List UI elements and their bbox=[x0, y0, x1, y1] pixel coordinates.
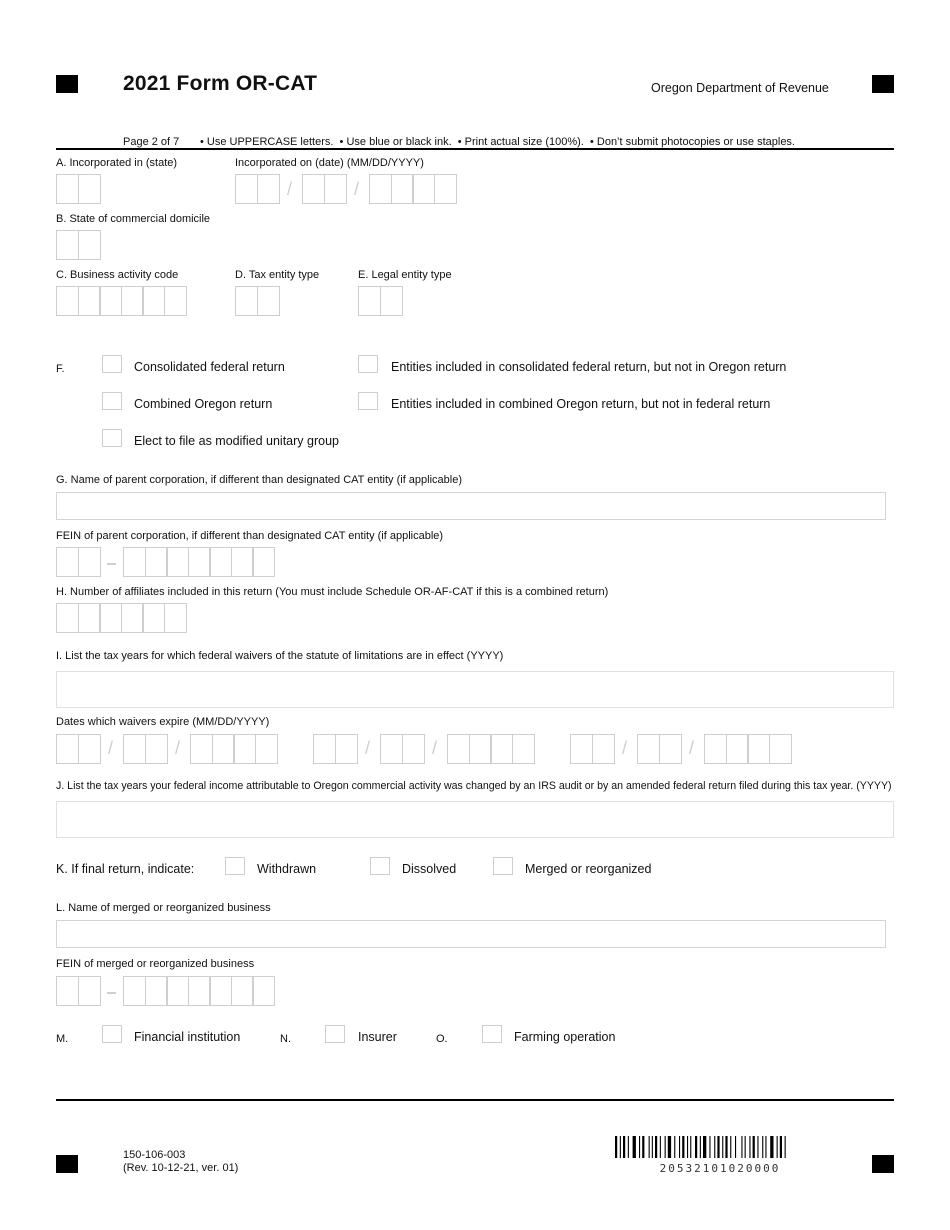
entities-combined-not-federal-label: Entities included in combined Oregon return, but not in federal return bbox=[391, 397, 771, 411]
page-number: Page 2 of 7 bbox=[123, 136, 180, 148]
consolidated-federal-return-checkbox[interactable] bbox=[102, 355, 122, 373]
tax-entity-type-input[interactable] bbox=[235, 286, 278, 316]
waiver-years-label: I. List the tax years for which federal waivers of the statute of limitations are in effect (YYYY) bbox=[56, 650, 504, 662]
waiver-dates-label: Dates which waivers expire (MM/DD/YYYY) bbox=[56, 716, 270, 728]
date-separator: / bbox=[689, 738, 695, 758]
waiver-date-1-day[interactable] bbox=[123, 734, 166, 764]
incorporated-date-label: Incorporated on (date) (MM/DD/YYYY) bbox=[235, 157, 424, 169]
registration-mark-bottom-left bbox=[56, 1155, 78, 1173]
waiver-date-1-month[interactable] bbox=[56, 734, 99, 764]
incorporated-date-year[interactable] bbox=[369, 174, 455, 204]
affiliates-count-input[interactable] bbox=[56, 603, 185, 633]
farming-operation-label: Farming operation bbox=[514, 1030, 616, 1044]
merged-reorganized-label: Merged or reorganized bbox=[525, 862, 652, 876]
financial-institution-checkbox[interactable] bbox=[102, 1025, 122, 1043]
incorporated-state-input[interactable] bbox=[56, 174, 99, 204]
date-separator: / bbox=[365, 738, 371, 758]
combined-oregon-return-label: Combined Oregon return bbox=[134, 397, 273, 411]
financial-institution-label: Financial institution bbox=[134, 1030, 241, 1044]
header-rule bbox=[56, 148, 894, 150]
merged-business-name-label: L. Name of merged or reorganized business bbox=[56, 902, 271, 914]
business-activity-code-label: C. Business activity code bbox=[56, 269, 179, 281]
waiver-date-3-month[interactable] bbox=[570, 734, 613, 764]
modified-unitary-group-label: Elect to file as modified unitary group bbox=[134, 434, 339, 448]
legal-entity-type-input[interactable] bbox=[358, 286, 401, 316]
business-activity-code-input[interactable] bbox=[56, 286, 185, 316]
incorporated-date-day[interactable] bbox=[302, 174, 345, 204]
date-separator: / bbox=[432, 738, 438, 758]
parent-fein-label: FEIN of parent corporation, if different than designated CAT entity (if applicable) bbox=[56, 530, 444, 542]
farming-operation-checkbox[interactable] bbox=[482, 1025, 502, 1043]
affiliates-count-label: H. Number of affiliates included in this return (You must include Schedule OR-AF-CAT if this is a combined return) bbox=[56, 586, 609, 598]
parent-fein-prefix[interactable] bbox=[56, 547, 99, 577]
barcode bbox=[615, 1136, 825, 1158]
waiver-date-2-month[interactable] bbox=[313, 734, 356, 764]
combined-oregon-return-checkbox[interactable] bbox=[102, 392, 122, 410]
legal-entity-type-label: E. Legal entity type bbox=[358, 269, 452, 281]
merged-business-name-input[interactable] bbox=[56, 920, 886, 948]
date-separator: / bbox=[622, 738, 628, 758]
parent-corporation-name-input[interactable] bbox=[56, 492, 886, 520]
commercial-domicile-input[interactable] bbox=[56, 230, 99, 260]
date-separator: / bbox=[354, 179, 360, 199]
tax-entity-type-label: D. Tax entity type bbox=[235, 269, 320, 281]
withdrawn-checkbox[interactable] bbox=[225, 857, 245, 875]
entities-consolidated-not-oregon-checkbox[interactable] bbox=[358, 355, 378, 373]
registration-mark-top-right bbox=[872, 75, 894, 93]
agency-name: Oregon Department of Revenue bbox=[651, 81, 829, 95]
instructions: • Use UPPERCASE letters. • Use blue or black ink. • Print actual size (100%). • Don’t submit photocopies or use staples. bbox=[200, 136, 795, 148]
form-title: 2021 Form OR-CAT bbox=[123, 72, 318, 95]
waiver-date-2-day[interactable] bbox=[380, 734, 423, 764]
waiver-date-3-day[interactable] bbox=[637, 734, 680, 764]
waiver-date-3-year[interactable] bbox=[704, 734, 790, 764]
registration-mark-bottom-right bbox=[872, 1155, 894, 1173]
modified-unitary-group-checkbox[interactable] bbox=[102, 429, 122, 447]
form-number: 150-106-003 bbox=[123, 1149, 186, 1161]
date-separator: / bbox=[287, 179, 293, 199]
consolidated-federal-return-label: Consolidated federal return bbox=[134, 360, 285, 374]
registration-mark-top-left bbox=[56, 75, 78, 93]
withdrawn-label: Withdrawn bbox=[257, 862, 317, 876]
fein-dash bbox=[107, 563, 116, 565]
insurer-checkbox[interactable] bbox=[325, 1025, 345, 1043]
barcode-number: 20532101020000 bbox=[659, 1162, 781, 1175]
waiver-years-input[interactable] bbox=[56, 671, 894, 708]
fein-dash bbox=[107, 992, 116, 994]
date-separator: / bbox=[175, 738, 181, 758]
merged-fein-prefix[interactable] bbox=[56, 976, 99, 1006]
dissolved-label: Dissolved bbox=[402, 862, 457, 876]
merged-fein-label: FEIN of merged or reorganized business bbox=[56, 958, 255, 970]
irs-audit-years-label: J. List the tax years your federal income attributable to Oregon commercial activity was changed by an IRS audit or by an amended federal return filed during this tax year. (YYYY) bbox=[56, 780, 892, 792]
waiver-date-2-year[interactable] bbox=[447, 734, 533, 764]
commercial-domicile-label: B. State of commercial domicile bbox=[56, 213, 211, 225]
incorporated-state-label: A. Incorporated in (state) bbox=[56, 157, 178, 169]
dissolved-checkbox[interactable] bbox=[370, 857, 390, 875]
incorporated-date-month[interactable] bbox=[235, 174, 278, 204]
entities-consolidated-not-oregon-label: Entities included in consolidated federal return, but not in Oregon return bbox=[391, 360, 787, 374]
merged-reorganized-checkbox[interactable] bbox=[493, 857, 513, 875]
final-return-label: K. If final return, indicate: bbox=[56, 862, 195, 876]
section-n-label: N. bbox=[280, 1033, 291, 1045]
footer-rule bbox=[56, 1099, 894, 1101]
entities-combined-not-federal-checkbox[interactable] bbox=[358, 392, 378, 410]
barcode-bars bbox=[615, 1136, 786, 1158]
form-revision: (Rev. 10-12-21, ver. 01) bbox=[123, 1162, 239, 1174]
parent-fein-suffix[interactable] bbox=[123, 547, 274, 577]
section-m-label: M. bbox=[56, 1033, 69, 1045]
waiver-date-1-year[interactable] bbox=[190, 734, 276, 764]
merged-fein-suffix[interactable] bbox=[123, 976, 274, 1006]
insurer-label: Insurer bbox=[358, 1030, 397, 1044]
parent-corporation-name-label: G. Name of parent corporation, if different than designated CAT entity (if applicable) bbox=[56, 474, 463, 486]
section-f-label: F. bbox=[56, 363, 65, 375]
date-separator: / bbox=[108, 738, 114, 758]
section-o-label: O. bbox=[436, 1033, 448, 1045]
irs-audit-years-input[interactable] bbox=[56, 801, 894, 838]
